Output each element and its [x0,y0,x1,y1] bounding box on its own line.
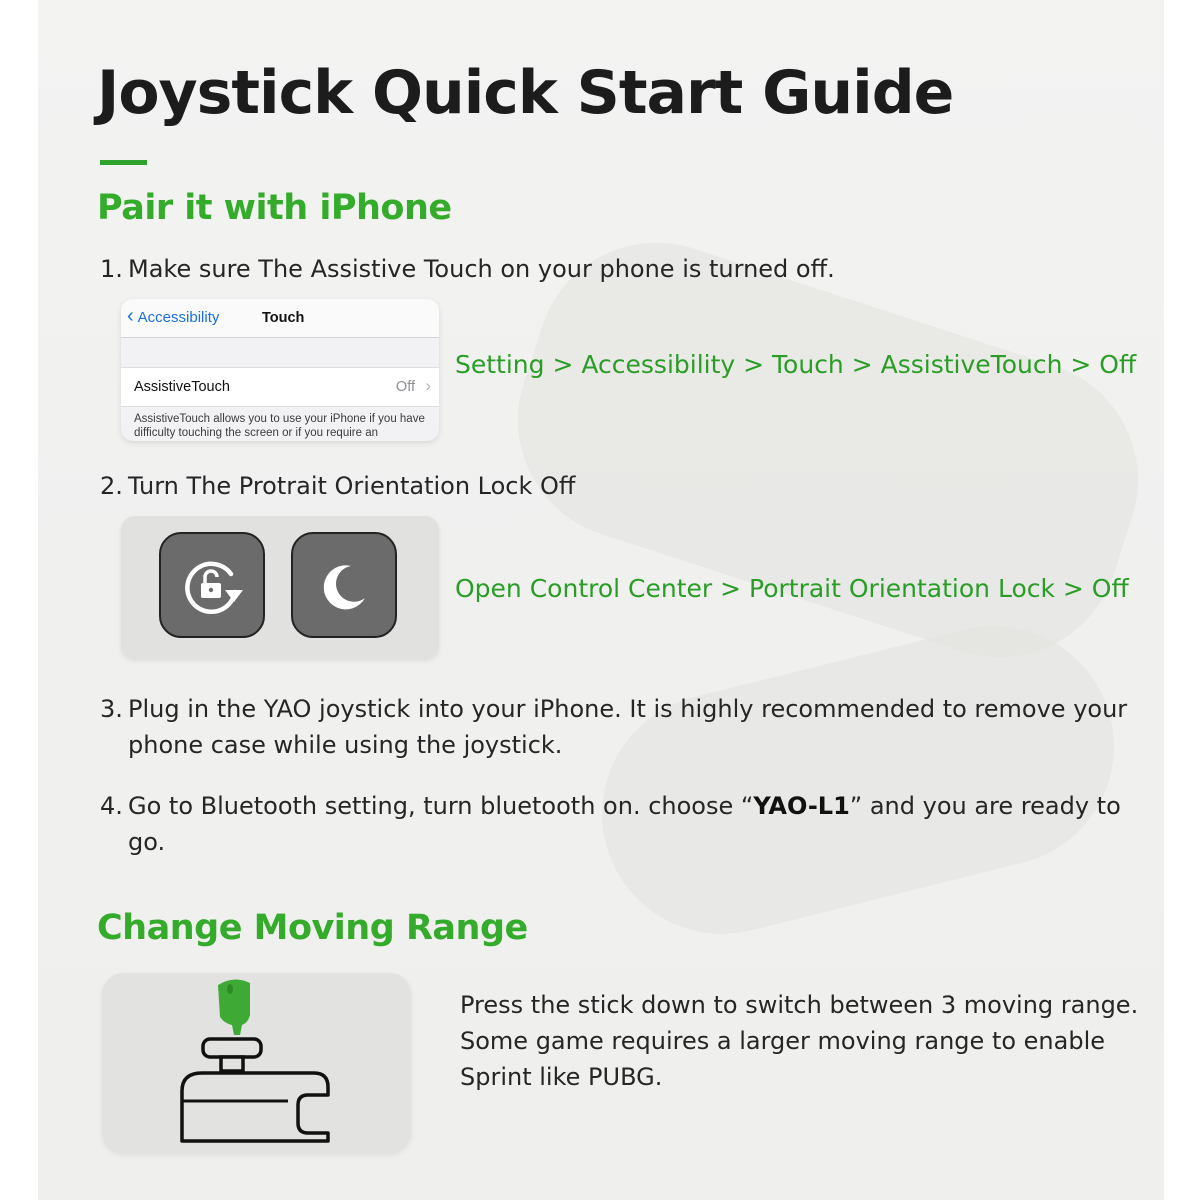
section-title-range: Change Moving Range [97,908,528,948]
joystick-press-icon [102,973,411,1153]
description-line-1: Press the stick down to switch between 3 moving range. [460,991,1139,1019]
do-not-disturb-button[interactable] [291,532,397,638]
step-number: 3. [100,695,123,723]
moon-icon [293,534,395,636]
row-footer-text: AssistiveTouch allows you to use your iPhone if you have difficulty touching the screen or if you require an [134,413,425,439]
ios-nav-title: Touch [262,310,305,326]
back-button[interactable] [127,307,219,326]
description-line-2: Some game requires a larger moving range to enable Sprint like PUBG. [460,1027,1106,1091]
ios-nav-bar [121,299,439,338]
hint-orientation-lock: Open Control Center > Portrait Orientation Lock > Off [455,574,1129,603]
chevron-left-icon: ‹ [127,305,134,327]
step-text [100,788,1130,860]
assistive-touch-screenshot [121,299,439,441]
joystick-illustration [102,973,411,1153]
back-label: Accessibility [137,309,220,326]
title-accent-bar [100,160,147,165]
step-text: Plug in the YAO joystick into your iPhone. It is highly recommended to remove your phone case while using the joystick. [128,695,1128,759]
row-value: Off [395,379,415,395]
moving-range-description [460,987,1150,1095]
chevron-right-icon: › [425,376,431,395]
assistive-touch-row[interactable] [121,367,439,407]
step-text-after: ” and you are ready to go. [128,792,1121,856]
control-center-screenshot [121,516,439,659]
finger-icon [218,979,250,1035]
row-label: AssistiveTouch [134,379,230,395]
step-number: 1. [100,255,123,283]
step-text: Turn The Protrait Orientation Lock Off [128,472,576,500]
step-number: 2. [100,472,123,500]
page-title: Joystick Quick Start Guide [97,58,954,128]
step-2 [100,468,1130,504]
step-number: 4. [100,792,123,820]
step-3 [100,691,1130,763]
step-text-before: Go to Bluetooth setting, turn bluetooth on. choose “ [128,792,754,820]
device-name: YAO-L1 [753,792,850,820]
step-4 [100,788,1130,860]
orientation-lock-icon [161,534,263,636]
step-1 [100,251,1130,287]
section-title-pair: Pair it with iPhone [97,188,452,228]
hint-assistive-touch: Setting > Accessibility > Touch > AssistiveTouch > Off [455,350,1137,379]
orientation-lock-button[interactable] [159,532,265,638]
background-controller-shape-2 [577,601,1140,960]
step-text: Make sure The Assistive Touch on your phone is turned off. [128,255,835,283]
